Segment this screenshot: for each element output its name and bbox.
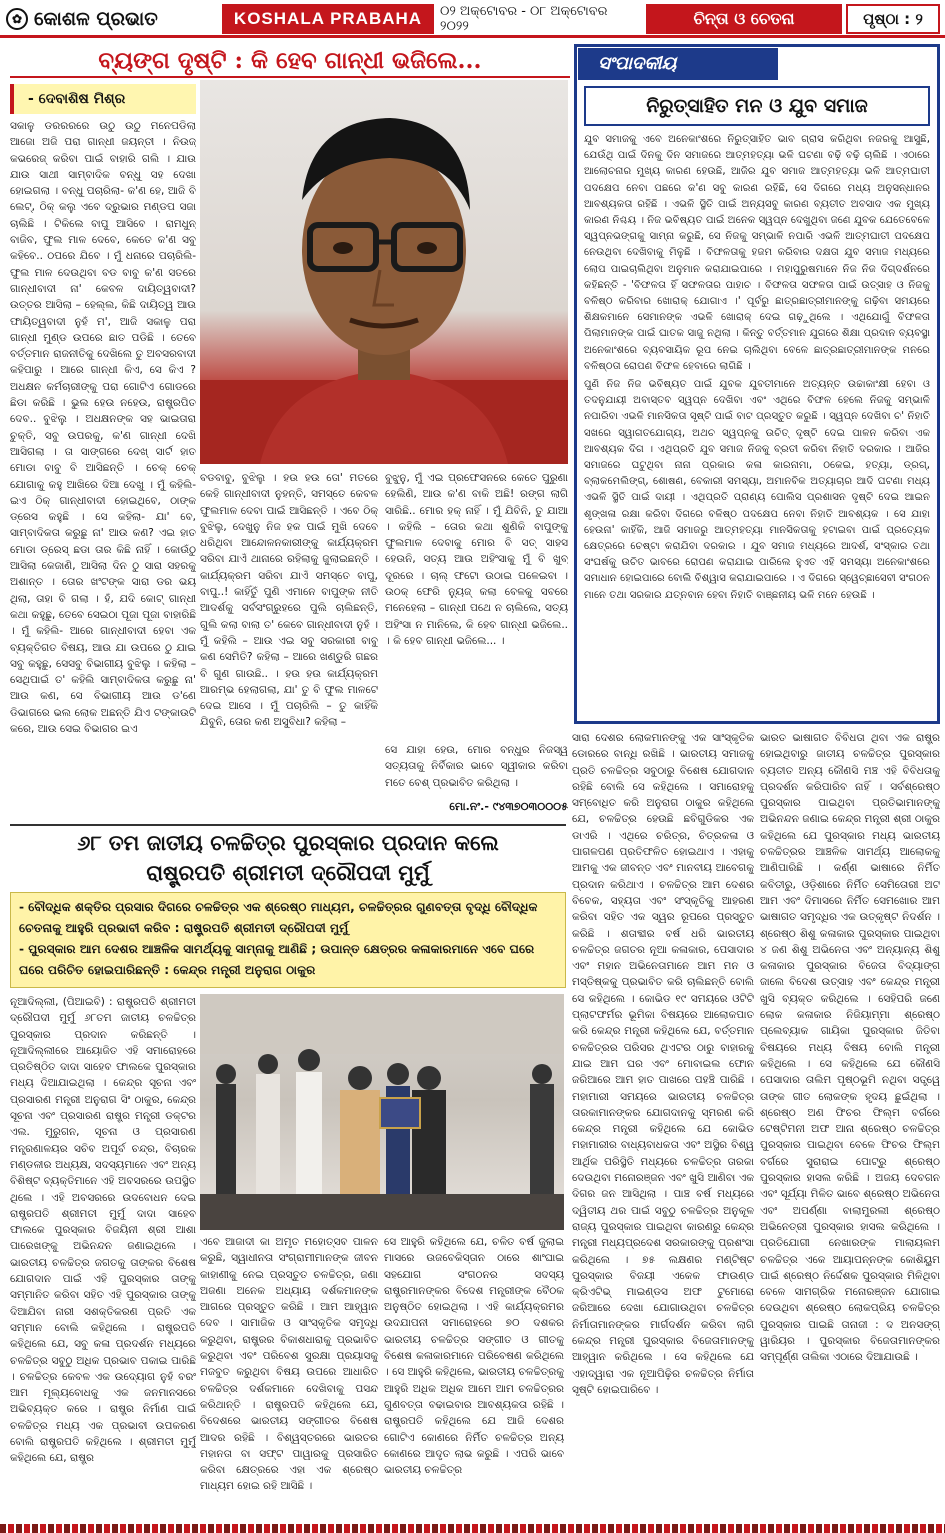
awards-ceremony-photo <box>200 994 564 1230</box>
highlight-item: - ବୌଦ୍ଧିକ ଶକ୍ତିର ପ୍ରସାର ଦିଗରେ ଚଳଚ୍ଚିତ୍ର ଏକ ଶ୍ରେଷ୍ଠ ମାଧ୍ୟମ, ଚଳଚ୍ଚିତ୍ରର ଗୁଣବତ୍ତା ବୃଦ୍ଧି ବୌଦ୍ଧିକ ଚେତନାକୁ ଆହୁରି ପ୍ରଭାବୀ କରିବ : ରାଷ୍ଟ୍ରପତି ଶ୍ରୀମତୀ ଦ୍ରୌପଦୀ ମୁର୍ମୁ <box>19 900 538 935</box>
awards-column-d <box>572 730 754 1522</box>
section-name: ଚିନ୍ତା ଓ ଚେତନା <box>646 4 842 34</box>
satire-paragraph: ସକାଳୁ ଡରରରରେ ଉଠୁ ଉଠୁ ମନେପଡିଲା ଆଜୋ ଅଜି ପରା ଗାନ୍ଧୀ ଜୟନ୍ତୀ । ନିଉଜ୍ କଭରେଜ୍ କରିବା ପାଇଁ ବାହାରି ଗଲି । ଯାଉ ଯାଉ ସାଥୀ ସାମ୍ବାଦିକ ବନ୍ଧୁ ସହ ଦେଖା ହୋଇଗଲା । ବନ୍ଧୁ ପଚାରିଲା- କ'ଣ ହେ, ଆଜି ବି ଲେଟ୍, ଠିକ୍ କଲୁ ଏବେ ଦ୍ରୁଭାର ମଣ୍ଡପ ସଜା ଚାଲିଛି । ଟିକିଲେ ବାପୁ ଆସିବେ । ରାମଧୁନ୍ ବାଜିବ, ଫୁଲ ମାଳ ଦେବେ, କେତେ କ'ଣ ସବୁ କହିବେ.. ଠପରେ ଯିବେ । ମୁଁ ଧନାରେ ପଚାରିଲି- ଫୁଲ ମାଳ ଦେଉଥିବା ବଡ ବାବୁ କ'ଣ ସତରେ ଗାନ୍ଧୀବାଦୀ ନା' କେବଳ ଦାୟିତ୍ୱବାଦୀ? ଉତ୍ତର ଆସିଲା – ହେଲ୍ଲ, କିଛି ଦାୟିତ୍ୱ ଆଉ ଫାୟିତ୍ୱବାଦୀ ନୁହଁ ମ', ଆଜି ସକାଳୁ ପରା ଗାନ୍ଧୀ ମୁଣ୍ଡ ଉପରେ ଛାତ ପଡିଛି । ତେବେ ବର୍ତ୍ତମାନ ରାଜନୀତିକୁ ଦେଖିଲେ ତୁ ଅବସରବାଦୀ କହିପାରୁ । ଆରେ ଗାନ୍ଧୀ କିଏ, ସେ କିଏ ? ଅଧକ୍ଷନ କର୍ମଚାରୀଙ୍କୁ ପରା ଗୋଟିଏ ଗୋଡରେ ଛିଡା କରିଛି । ଭୁଲ ହେଉ ନହେଉ, ରାଷ୍ଟ୍ରପିତ ଦେବ.. ବୁଝିଲୁ । ଅଧକ୍ଷନଙ୍କ ସହ ଭାଇତାରା ଚୁକ୍ତି, ସବୁ ଉପରକୁ, କ'ଣ ଗାନ୍ଧୀ ଦେଖି ଆସିଗଲା । ତା ସାଙ୍ଗରେ ଦେଖ୍ ସାର୍ଟ ହାତ ମୋଡା ବାବୁ ବି ଆସିଛନ୍ତି । ଚେକ୍ ଚେକ୍ ଯୋଗାକୁ କହୁ ଆଖିରେ ଦିଆ ଦେଖୁ । ମୁଁ କହିଲି- ଇଏ ଠିକ୍ ଗାନ୍ଧୀବାଦୀ ହୋଇଥିବେ, ଠାଙ୍କ ଡ୍ରେସ କହୁଛି । ସେ କହିଲା- ଯା' ବେ, ସାମ୍ବାଦିକତା କରୁଛୁ ନା' ଆଉ କଣ? ଏଇ ହାତ ମୋଡା ଡ୍ରେସ୍ ଛଡା ତାର କିଛି ନାହିଁ । କୋଉଁଠୁ ଆସିଲା କେଜାଣି, ଆସିଲା ଦିନ ଠୁ ସାରା ସହରକୁ ଅଶାନ୍ତ । ତୋର ଖଂଟଙ୍କ ସାରା ଡର ଭୟ ଥିଲା, ତାହା ବି ଗଲା । ହଁ, ଯଦି କୋଟ୍ ଗାନ୍ଧୀ କଥା କହୁଛୁ, ତେବେ ସେଇଠା ପୂଜା ପୂଜା ବାହାରିଛି । ମୁଁ କହିଲି- ଆରେ ଗାନ୍ଧୀବାଦୀ ହେବା ଏକ ବ୍ୟକ୍ତିଗତ ବିଷୟ, ଆଉ ଯା ଉପରେ ଠୁ ଯାଇ ସବୁ କହୁଛୁ, ସେସବୁ ବିଭାଗୀୟ ବୁଝିଲୁ । କହିଲା – ସେଥିପାଇଁ ତ' କହିଲି ସାମ୍ବାଦିକତା କରୁଛୁ ନା' ଆଉ କଣ, ସେ ବିଭାଗୀୟ ଆଉ ଡ'ଣେ ଡିଭାଗରେ ଭଲ ଲୋକ ଅଛନ୍ତି ଯିଏ ଟଙ୍କାଉଟି କରେ, ଆଉ ସେଇ ବିଭାଗର ଇଏ <box>10 120 196 735</box>
awards-column-e <box>760 730 940 1522</box>
awards-highlights-box <box>10 892 566 988</box>
satire-author: - ଦେବାଶିଷ ମିଶ୍ର <box>10 84 196 114</box>
ceremony-illustration <box>200 994 564 1230</box>
awards-paragraph: ଭାରତ ଭାଷାଗତ ବିବିଧତା ଥିବା ଏକ ରାଷ୍ଟ୍ର ହୋଇଥିବାରୁ ଜାତୀୟ ଚଳଚ୍ଚିତ୍ର ପୁରସ୍କାର ବ୍ୟତୀତ ଅନ୍ୟ କୌଣସି ମଞ୍ଚ ଏହି ବିବିଧତାକୁ ପ୍ରଦର୍ଶନ କରିପାରିବ ନାହିଁ । ସର୍ବଶ୍ରେଷ୍ଠ ପୁରସ୍କାର ପାଇଥିବା ପ୍ରତିଭାମାନଙ୍କୁ ଅଭିନନ୍ଦନ ଜଣାଇ କେନ୍ଦ୍ର ମନ୍ତ୍ରୀ ଶ୍ରୀ ଠାକୁର କହିଥିଲେ ଯେ ପୁରସ୍କାର ମଧ୍ୟ ଭାରତୀୟ ଚଳଚ୍ଚିତ୍ରର ଆଞ୍ଚଳିକ ସାମର୍ଥ୍ୟ ଆଲୋକକୁ ଆଣିପାରିଛି । କର୍ଣ୍ଣ ଭାଷାରେ ନିର୍ମିତ କବିତୀରୁ, ଓଡ଼ିଶାରେ ନିର୍ମିତ ସେମିତୋରୀ ଅଟ ଆମ ଏବଂ ଦିମାସରେ ନିର୍ମିତ ସେମଖୋର ଆମ ଭାଷାଗତ ସମୃଦ୍ଧିର ଏକ ଉତ୍କୃଷ୍ଟ ନିଦର୍ଶନ । ଶ୍ରେଷ୍ଠ ଶିଶୁ କଳାକାର ପୁରସ୍କାର ପାଇଥିବା ୪ ଜଣ ଶିଶୁ ଅଭିନେତା ଏବଂ ଅନ୍ୟାନ୍ୟ ଶିଶୁ କଳାକାର ପୁରସ୍କାର ବିଜେତା ବିଦ୍ୟାଙ୍ଗ ଜାଲେ ବିଦେଶ ଉତ୍ସାହ ଏବଂ କେନ୍ଦ୍ର ମନ୍ତ୍ରୀ ଖୁସି ବ୍ୟକ୍ତ କରିଥିଲେ । ସେହିପରି ଜଣେ ଲୋକ କଳାକାର ନିଜିୟାମ୍ମା ଶ୍ରେଷ୍ଠ ପ୍ଲେବ୍ୟାକ ଗାୟିକା ପୁରସ୍କାର ଜିତିବା ବିଷୟରେ ମଧ୍ୟ ବିଷୟ ବୋଲି ମନ୍ତ୍ରୀ କହିଥିଲେ । ସେ କହିଥିଲେ ଯେ କୌଣସି ପେସାଦାର ତାଲିମ ପୃଷ୍ଠଭୂମି ନଥିବା ସତ୍ତ୍ୱେ ତାଙ୍କ ଗୀତ ଲୋକଙ୍କ ହୃଦୟ ଛୁଇଁଥିଲା । ଶ୍ରେଷ୍ଠ ଅଣ ଫିଚର ଫିଲ୍ମ ବର୍ଗରେ ଟେଷ୍ଟିମନୀ ଅଫ ଆନା ଶ୍ରେଷ୍ଠ ଚଳଚ୍ଚିତ୍ର ପୁରସ୍କାର ପାଇଥିବା ବେଳେ ଫିଚର ଫିଲ୍ମ ବର୍ଗରେ ସୁରାରାଇ ପୋଟ୍ରୁ ଶ୍ରେଷ୍ଠ ପୁରସ୍କାର ହାସଲ କରିଛି । ଅଜୟ ଦେବଗନ ଏବଂ ସୂର୍ଯ୍ୟା ମିଳିତ ଭାବେ ଶ୍ରେଷ୍ଠ ଅଭିନେତା ଏବଂ ଅପର୍ଣ୍ଣା ବାଲାମୁରଲୀ ଶ୍ରେଷ୍ଠ ଅଭିନେତ୍ରୀ ପୁରସ୍କାର ହାସଲ କରିଥିଲେ । ପ୍ରତିଯୋଗୀ ନେଖାରଙ୍କ ମାଲାୟଲମ ଚଳଚ୍ଚିତ୍ର ଏକେ ଆୟାପନ୍ନଙ୍କ କୋଶିୟୁମ ପାଇଁ ଶ୍ରେଷ୍ଠ ନିର୍ଦ୍ଦେଶକ ପୁରସ୍କାର ମିଳିଥିବା ବେଳେ ସାମଗ୍ରିକ ମନୋରଞ୍ଜନ ଯୋଗାଇ ଦେଉଥିବା ଶ୍ରେଷ୍ଠ ଲୋକପ୍ରିୟ ଚଳଚ୍ଚିତ୍ର ପୁରସ୍କାର ପାଇଛି ତାନାଜୀ : ଦ ଅନସଙ୍ଗ୍ ୱାରିୟର । ପୁରସ୍କାର ବିଜେତାମାନଙ୍କର ସମ୍ପୂର୍ଣ୍ଣ ତାଲିକା ଏଠାରେ ଦିଆଯାଉଛି । <box>760 732 940 1364</box>
satire-column-2 <box>200 470 378 820</box>
editorial-title: ନିରୁତ୍ସାହିତ ମନ ଓ ଯୁବ ସମାଜ <box>584 86 930 126</box>
footer-border <box>0 1524 945 1533</box>
awards-column-c <box>384 1234 564 1522</box>
masthead <box>0 0 945 38</box>
satire-headline: ବ୍ୟଙ୍ଗ ଦୃଷ୍ଟି : କି ହେବ ଗାନ୍ଧୀ ଭଜିଲେ... <box>10 44 570 78</box>
awards-paragraph: ସେ ଆହୁରି କହିଥିଲେ ଯେ, ଚଳିତ ବର୍ଷ ଜୁଲାଇ ମାସରେ ଉଜବେକିସ୍ତାନ ଠାରେ ଶାଂଘାଇ ସହଯୋଗ ସଂଗଠନର ସଦସ୍ୟ ରାଷ୍ଟ୍ରମାନଙ୍କର ବିଦେଶ ମନ୍ତ୍ରୀଙ୍କ ବୈଠକ ଅନୁଷ୍ଠିତ ହୋଇଥିଲା । ଏହି କାର୍ଯ୍ୟକ୍ରମର ଉଦଯାପନୀ ସମାରୋହରେ ୭୦ ଦଶକର ଭାରତୀୟ ଚଳଚ୍ଚିତ୍ର ସଙ୍ଗୀତ ଓ ଗୀତକୁ ବିଶେଷ କଳାକାରମାନେ ପରିବେଷଣ କରିଥିଲେ । ସେ ଆହୁରି କହିଥିଲେ, ଭାରତୀୟ ଚଳଚ୍ଚିତ୍ରକୁ ଆହୁରି ଅଧିକ ଅଧିକ ଆମେ ଆମ ଚଳଚ୍ଚିତ୍ରର ଗୁଣବତ୍ତା ବଢାଇବାର ଆବଶ୍ୟକତା ରହିଛି । ରାଷ୍ଟ୍ରପତି କହିଥିଲେ ଯେ ଆଜି ଦେଶର ଗୋଟିଏ କୋଣରେ ନିର୍ମିତ ଚଳଚ୍ଚିତ୍ର ଅନ୍ୟ କୋଣରେ ଆଦୃତ ଲାଭ କରୁଛି । ଏପରି ଭାବେ ଭାରତୀୟ ଚଳଚ୍ଚିତ୍ର <box>384 1236 564 1477</box>
logo-text: କୋଶଳ ପ୍ରଭାତ <box>34 8 158 30</box>
author-photo <box>200 80 568 464</box>
page-number: ପୃଷ୍ଠା : ୨ <box>846 4 940 34</box>
awards-headline-line2: ରାଷ୍ଟ୍ରପତି ଶ୍ରୀମତୀ ଦ୍ରୌପଦୀ ମୁର୍ମୁ <box>146 860 430 885</box>
satire-column-3 <box>385 470 568 740</box>
awards-column-a <box>10 994 196 1522</box>
logo-emblem-icon: ✿ <box>6 8 28 30</box>
editorial-body <box>584 132 930 718</box>
brand-name: KOSHALA PRABAHA <box>222 4 434 34</box>
awards-column-b <box>200 1234 378 1522</box>
editorial-tag: ସଂପାଦକୀୟ <box>578 48 778 80</box>
portrait-illustration <box>200 80 568 464</box>
satire-closing-text: ସେ ଯାହା ହେଉ, ମୋର ବନ୍ଧୁର ନିଜସ୍ୱ ସତ୍ୟତାକୁ ନିର୍ବିକାର ଭାବେ ସ୍ୱୀକାର କରିବା ମତେ ବେଶ୍ ପ୍ରଭାବିତ କରିଥିଲା । <box>385 744 568 789</box>
editorial-paragraph: ଯୁବ ସମାଜକୁ ଏବେ ଅନେକାଂଶରେ ନିରୁତ୍ସାହିତ ଭାବ ଗ୍ରାସ କରିଥିବା ନଜରକୁ ଆସୁଛି, ଯେଉଁଥି ପାଇଁ ଦିନକୁ ଦିନ ସମାଜରେ ଆତ୍ମହତ୍ୟା ଭଳି ଘଟଣା ବଢ଼ି ବଢ଼ି ଚାଲିଛି । ଏଠାରେ ଆଲୋଚନାର ମୁଖ୍ୟ କାରଣ ହେଉଛି, ଆଜିର ଯୁବ ସମାଜ ଆତ୍ମହତ୍ୟା ଭଳି ଆତ୍ମଘାତୀ ପଦକ୍ଷେପ ନେବା ପଛରେ କ'ଣ ସବୁ କାରଣ ରହିଛି, ସେ ଦିଗରେ ମଧ୍ୟ ଅନୁସନ୍ଧାନର ଆବଶ୍ୟକତା ରହିଛି । ଏଭଳି ସ୍ଥିତି ପାଇଁ ଅନ୍ୟସବୁ କାରଣ ବ୍ୟତୀତ ଅବସାଦ ଏକ ମୁଖ୍ୟ କାରଣ ନିଶ୍ଚୟ । ନିଜ ଭବିଷ୍ୟତ ପାଇଁ ଅନେକ ସ୍ୱପ୍ନ ଦେଖୁଥିବା ଜଣେ ଯୁବକ ଯେତେବେଳେ ସ୍ୱପ୍ନଭଙ୍ଗକୁ ସାମ୍ନା କରୁଛି, ସେ ନିଜକୁ ସମ୍ଭାଳି ନପାରି ଏଭଳି ଆତ୍ମଘାତୀ ପଦକ୍ଷେପ ନେଉଥିବା ଦେଖିବାକୁ ମିଳୁଛି । ବିଫଳତାକୁ ହଜମ କରିବାର ଦକ୍ଷତା ଯୁବ ସମାଜ ମଧ୍ୟରେ ଲୋପ ପାଇଚାଲିଥିବା ଅନୁମାନ କରାଯାଇପାରେ । ମହାପୁରୁଷମାନେ ନିଜ ନିଜ ଦିଗ୍‌ଦର୍ଶନରେ କହିଛନ୍ତି - 'ବିଫଳତା ହିଁ ସଫଳତାର ପାହାଚ । ବିଫଳତା ସଫଳତା ପାଇଁ ଉତ୍ସାହ ଓ ନିଜକୁ ବଳିଷ୍ଠ କରିବାର ଖୋରାକ୍ ଯୋଗାଏ ।' ପୂର୍ବରୁ ଛାତ୍ରଛାତ୍ରୀମାନଙ୍କୁ ଗଢ଼ିବା ସମୟରେ ଶିକ୍ଷକମାନେ ସେମାନଙ୍କ ଏଭଳି ଖୋରାକ୍ ଦେଇ ଗଢ଼ୁଥିଲେ । ଏଥିଯୋଗୁଁ ବିଫଳତା ପିଲାମାନଙ୍କ ପାଇଁ ଘାତକ ସାଜୁ ନଥିଲା । କିନ୍ତୁ ବର୍ତ୍ତମାନ ଯୁଗରେ ଶିକ୍ଷା ପ୍ରଦାନ ବ୍ୟବସ୍ଥା ଅନେକାଂଶରେ ବ୍ୟବସାୟିକ ରୂପ ନେଇ ଚାଲିଥିବା ବେଳେ ଛାତ୍ରଛାତ୍ରୀମାନଙ୍କ ମନରେ ବଳିଷ୍ଠତା ରୋପଣ ବିଫଳ ହେବାରେ ଲାଗିଛି । <box>584 134 930 372</box>
satire-closing <box>385 742 568 798</box>
satire-mobile: ମୋ.ନଂ.- ୯୪୩୭୦୩୦୦୦୫ <box>449 800 568 813</box>
satire-paragraph: ବୁଝୁନୁ, ମୁଁ ଏଇ ପ୍ରଫେସନରେ କେତେ ପୁରୁଣା ହେଲିଣି, ଆଉ କ'ଣ ବାକି ଅଛି! ରଙ୍ଗ ଲାଗି ସାରିଛି.. ମୋର ହକ୍ ନାହିଁ । ମୁଁ ଯିବିନି, ତୁ ଯାଆ । କହିଲି – ତୋର କଥା ଶୁଣିକି ବାପୁଙ୍କୁ ଫୁଲମାଳ ଦେବାକୁ ମୋର ବି ସତ୍ ସାହସ ହେଉନି, ସତ୍ୟ ଆଉ ଅହିଂସାକୁ ମୁଁ ବି ଖୁବ୍ ଦୂରରେ । ଚାଲ୍ ଫଟୋ ଉଠାଇ ପଳେଇବା । ଉଠକ୍ ଫେରି ନ୍ୟୁଜ୍ କଲା ବେଳକୁ ସବରେ ମନେହେଲା – ଗାନ୍ଧୀ ପଥେ ନ ଚାଲିଲେ, ସତ୍ୟ ଅହିଂସା ନ ମାନିଲେ, କି ହେବ ଗାନ୍ଧୀ ଭଜିଲେ.. । କି ହେବ ଗାନ୍ଧୀ ଭଜିଲେ... । <box>385 472 568 647</box>
highlight-item: - ପୁରସ୍କାର ଆମ ଦେଶର ଆଞ୍ଚଳିକ ସାମର୍ଥ୍ୟକୁ ସାମ୍ନାକୁ ଆଣିଛି ; ଉପାନ୍ତ କ୍ଷେତ୍ରର କଳାକାରମାନେ ଏବେ ଘରେ ଘରେ ପରିଚିତ ହୋଇପାରିଛନ୍ତି : କେନ୍ଦ୍ର ମନ୍ତ୍ରୀ ଅନୁରାଗ ଠାକୁର <box>19 942 535 977</box>
dateline: ୦୨ ଅକ୍ଟୋବର - ୦୮ ଅକ୍ଟୋବର ୨୦୨୨ <box>440 4 608 34</box>
newspaper-logo <box>6 4 214 34</box>
section-divider <box>10 824 566 826</box>
satire-column-1 <box>10 118 196 820</box>
editorial-paragraph: ପୁଣି ନିଜ ନିଜ ଭବିଷ୍ୟତ ପାଇଁ ଯୁବକ ଯୁବତୀମାନେ ଅତ୍ୟନ୍ତ ଉଚ୍ଚାକାଂକ୍ଷୀ ହେବା ଓ ତଦନୁଯାୟୀ ଅବାସ୍ତବ ସ୍ୱପ୍ନ ଦେଖିବା ଏବଂ ଏଥିରେ ବିଫଳ ହେଲେ ନିଜକୁ ସମ୍ଭାଳି ନପାରିବା ଏଭଳି ମାନସିକତା ସୃଷ୍ଟି ପାଇଁ ବାଟ ପ୍ରସ୍ତୁତ କରୁଛି । ସ୍ୱପ୍ନ ଦେଖିବା ଚ' ନିହାତି ସଖରେ ସ୍ୱାଗତଯୋଗ୍ୟ, ଅଥଚ ସ୍ୱପ୍ନକୁ ଉଚିତ୍ ଦୃଷ୍ଟି ଦେଇ ପାଳନ କରିବା ଏକ ଆବଶ୍ୟକ ଦିଗ । ଏଥିପ୍ରତି ଯୁବ ସମାଜ ନିଜକୁ ବ୍ରତୀ କରିବା ନିହାତି ଦରକାର । ଆଜିର ସମାଜରେ ଘଟୁଥିବା ନାନା ପ୍ରକାର କଳା କାରନାମା, ଠକେଇ, ହତ୍ୟା, ଡ୍ରଗ୍, ବ୍ଲାକମେଲିଙ୍ଗ୍, ଶୋଷଣ, ବେକାରୀ ସମସ୍ୟା, ଅମାନବିକ ଅତ୍ୟାଚାର ଆଦି ଘଟଣା ମଧ୍ୟ ଏଭଳି ସ୍ଥିତି ପାଇଁ ଦାୟୀ । ଏଥିପ୍ରତି ପ୍ରାଣ୍ୟ ପୋଲିସ ପ୍ରଶାସନ ଦୃଷ୍ଟି ଦେଇ ଆଇନ ଶୃଙ୍ଖଳା ରକ୍ଷା କରିବା ଦିଗରେ ବଳିଷ୍ଠ ପଦକ୍ଷେପ ନେବା ନିହାତି ଆବଶ୍ୟକ । ସେ ଯାହା ହେଉନା' କାହିଁକି, ଆଜି ସମାଜରୁ ଆତ୍ମହତ୍ୟା ମାନସିକତାକୁ ହଟାଇବା ପାଇଁ ପ୍ରତ୍ୟେକ କ୍ଷେତ୍ରରେ ଚେଷ୍ଟା କରାଯିବା ଦରକାର । ଯୁବ ସମାଜ ମଧ୍ୟରେ ଆଦର୍ଶ, ସଂସ୍କାର ତଥା ସଂଘର୍ଷକୁ ଉଚିତ ଭାବରେ ରୋପଣ କରାଯାଇ ପାରିଲେ ହୁଏତ ଏହି ସମସ୍ୟା ଅନେକାଂଶରେ ସମାଧାନ ହୋଇପାରେ ବୋଲି ବିଶ୍ୱାସ କରାଯାଇପାରେ । ଏ ଦିଗରେ ସ୍ୱେଚ୍ଛାସେବୀ ସଂଗଠନ ମାନେ ତଥା ସରକାର ଯତ୍ନବାନ ହେବା ନିହାତି ବାଞ୍ଛନୀୟ ଭଳି ମନେ ହେଉଛି । <box>584 379 930 601</box>
awards-paragraph: ସାରା ଦେଶର ଲୋକମାନଙ୍କୁ ଏକ ସାଂସ୍କୃତିକ ଡୋରରେ ବାନ୍ଧି ରଖିଛି । ଭାରତୀୟ ସମାଜକୁ ପ୍ରତି ଚଳଚ୍ଚିତ୍ର ସବୁଠାରୁ ବିଶେଷ ଯୋଗଦାନ ରହିଛି ବୋଲି ସେ କହିଥିଲେ । ସମାରୋହକୁ ସମ୍ବୋଧିତ କରି ଅନୁରାଗ ଠାକୁର କହିଥିଲେ ଯେ, ଚଳଚ୍ଚିତ୍ର ହେଉଛି ଛବିଗୁଡିକର ଏକ ଡାଏରି । ଏଥିରେ ଚରିତ୍ର, ଚିତ୍ରକଳା ଓ ପାଗଳପଣ ପ୍ରତିଫଳିତ ହୋଇଥାଏ । ଏହାକୁ ଆମକୁ ଏକ ଜୀବନ୍ତ ଏବଂ ମାନବୀୟ ଆବେଗକୁ ପ୍ରଦାନ କରିଥାଏ । ଚଳଚ୍ଚିତ୍ର ଆମ ଦେଶର ବିବେକ, ସହ୍ୟତା ଏବଂ ସଂସ୍କୃତିକୁ ଆହରଣ କରିବା ସହିତ ଏକ ସ୍ୱର ରୂପରେ ପ୍ରସ୍ତୁତ କରିଛି । ଶତାବ୍ଦୀର ବର୍ଷ ଧରି ଭାରତୀୟ ଚଳଚ୍ଚିତ୍ର ଜଗତର ନୂଆ କଳାକାର, ପେସାଦାର ଏବଂ ମହାନ ଅଭିନେତାମାନେ ଆମ ମନ ଓ ମସ୍ତିଷ୍କକୁ ପ୍ରଭାବିତ କରି ଚାଲିଛନ୍ତି ବୋଲି ସେ କହିଥିଲେ । କୋଭିଡ ୧୯ ସମୟରେ ଓଟିଟି ପ୍ଲାଟଫର୍ମର ଭୂମିକା ବିଷୟରେ ଆଲୋକପାତ କରି କେନ୍ଦ୍ର ମନ୍ତ୍ରୀ କହିଥିଲେ ଯେ, ବର୍ତ୍ତମାନ ଚଳଚ୍ଚିତ୍ରର ପରିସର ଥିଏଟର ଠାରୁ ବାହାରକୁ ଯାଇ ଆମ ଘର ଏବଂ ମୋବାଇଲ ଫୋନ ଜରିଆରେ ଆମ ହାତ ପାଖରେ ପହଞ୍ଚି ପାରିଛି । ମହାମାରୀ ସମୟରେ ଭାରତୀୟ ଚଳଚ୍ଚିତ୍ର ତାରକାମାନଙ୍କର ଯୋଗଦାନକୁ ସ୍ମରଣ କରି କେନ୍ଦ୍ର ମନ୍ତ୍ରୀ କହିଥିଲେ ଯେ କୋଭିଡ ମହାମାରୀର ବାଧ୍ୟବାଧକତା ଏବଂ ଅସ୍ଥିର ବିଶ୍ୱ ଆର୍ଥିକ ପରିସ୍ଥିତି ମଧ୍ୟରେ ଚଳଚ୍ଚିତ୍ର ତାରକା ଦେଉଥିବା ମନୋରଞ୍ଜନ ଏବଂ ଖୁସି ଆଣିବା ଏକ ଦିଗର ଜନ ଆସିଥିଲା । ପାଞ୍ଚ ବର୍ଷ ମଧ୍ୟରେ ଦ୍ୱିତୀୟ ଥର ପାଇଁ ସବୁଠୁ ଚଳଚ୍ଚିତ୍ର ଅନୁକୂଳ ରାଜ୍ୟ ପୁରସ୍କାର ପାଇଥିବା କାରଣରୁ କେନ୍ଦ୍ର ମନ୍ତ୍ରୀ ମଧ୍ୟପ୍ରଦେଶ ସରକାରଙ୍କୁ ପ୍ରଶଂସା କରିଥିଲେ । ୭୫ ଲକ୍ଷଣର ମଣ୍ଟିଷ୍ଟ ପୁରସ୍କାର ବିଜୟୀ ଏକେକ ଫାଉଣ୍ଡ କ୍ରିଏଟିଭ୍ ମାଇଣ୍ଡସ ଅଫ ଟୁମୋରୋ ଜରିଆରେ ଦେଖା ଯୋଗାଉଥିବା ଚଳଚ୍ଚିତ୍ର ନିର୍ମାତାମାନଙ୍କର ମାର୍ଗଦର୍ଶନ କରିବା ଲାଗି କେନ୍ଦ୍ର ମନ୍ତ୍ରୀ ପୁରସ୍କାର ବିଜେତାମାନଙ୍କୁ ଆହ୍ୱାନ କରିଥିଲେ । ସେ କହିଥିଲେ ଯେ ଏହାଦ୍ୱାରା ଏକ ନୂଆପିଢ଼ିର ଚଳଚ୍ଚିତ୍ର ନିର୍ମାତା ସୃଷ୍ଟି ହୋଇପାରିବେ । <box>572 732 754 1396</box>
satire-paragraph: ବଡବାବୁ, ବୁଝିଲୁ । ହଉ ହଉ ତୋ' ମତରେ କେହି ଗାନ୍ଧୀବାଦୀ ନୁହନ୍ତି, ସମସ୍ତେ କେବଳ ଫୁଲମାଳ ଦେବା ପାଇଁ ଆସିଛନ୍ତି । ଏବେ ଠିକ୍ ବୁଝିଲୁ, ଦେଖୁନୁ ନିଜ ହକ ପାଇଁ ମୁଖି ଦେବେ ଧରିଥିବା ଆନ୍ଦୋଳନକାରୀଙ୍କୁ କାର୍ଯ୍ୟକ୍ରମ ସରିବା ଯାଏଁ ଥାନାରେ ରହିଲାକୁ ଜୁଲାଇଛନ୍ତି । କାର୍ଯ୍ୟକ୍ରମ ସରିବା ଯାଏଁ ସମସ୍ତେ ବାପୁ, ବାପୁ..! କାହିଁତୁଁ ପୁଣି ଏମାନେ ବାପୁଙ୍କ ନୀତି ଆଦର୍ଶକୁ ସର୍ବସଂଗ୍ରୁହରେ ପୁଲି ଚାଲିଛନ୍ତି, ଗୁଲି କଲା ବାଲା ତ' କେବେ ଗାନ୍ଧୀବାଦୀ ନୁହଁ । ମୁଁ କହିଲି – ଆଉ ଏଇ ସବୁ ସରକାରୀ ବାବୁ କଣ ସେମିତି? କହିଲା – ଆରେ ଖଣ୍ଡୁରି ଗଛର ବି ଗୁଣ ଗାଉଛି.. । ହଉ ହଉ କାର୍ଯ୍ୟକ୍ରମ ଆରମ୍ଭ ହେଲାଗଲା, ଯା' ତୁ ବି ଫୁଲ ମାଳଟେ ଦେଇ ଆସେ । ମୁଁ ପଚାରିଲି – ତୁ କାହିଁକି ଯିବୁନି, ତୋର କଣ ଅସୁବିଧା? କହିଲା – <box>200 472 378 729</box>
awards-headline-line1: ୬୮ ତମ ଜାତୀୟ ଚଳଚ୍ଚିତ୍ର ପୁରସ୍କାର ପ୍ରଦାନ କଲେ <box>77 830 499 855</box>
awards-paragraph: ନୂଆଦିଲ୍ଲୀ, (ପିଆଇବି) : ରାଷ୍ଟ୍ରପତି ଶ୍ରୀମତୀ ଦ୍ରୌପଦୀ ମୁର୍ମୁ ୬୮ତମ ଜାତୀୟ ଚଳଚ୍ଚିତ୍ର ପୁରସ୍କାର ପ୍ରଦାନ କରିଛନ୍ତି । ନୂଆଦିଲ୍ଲୀରେ ଆୟୋଜିତ ଏହି ସମାରୋହରେ ପ୍ରତିଷ୍ଠିତ ଦାଦା ସାହେବ ଫାଲକେ ପୁରସ୍କାର ମଧ୍ୟ ଦିଆଯାଇଥିଲା । କେନ୍ଦ୍ର ସୂଚନା ଏବଂ ପ୍ରସାରଣ ମନ୍ତ୍ରୀ ଅନୁରାଗ ସିଂ ଠାକୁର, କେନ୍ଦ୍ର ସୂଚନା ଏବଂ ପ୍ରସାରଣ ରାଷ୍ଟ୍ର ମନ୍ତ୍ରୀ ଡକ୍ଟର ଏଲ. ମୁରୁଗନ, ସୂଚନା ଓ ପ୍ରସାରଣ ମନ୍ତ୍ରଣାଳୟର ସଚିବ ଅପୂର୍ବ ଚନ୍ଦ୍ର, ବିଚାରକ ମଣ୍ଡଳୀର ଅଧ୍ୟକ୍ଷ, ସଦସ୍ୟମାନେ ଏବଂ ଅନ୍ୟ ବିଶିଷ୍ଟ ବ୍ୟକ୍ତିମାନେ ଏହି ଅବସରରେ ଉପସ୍ଥିତ ଥିଲେ । ଏହି ଅବସରରେ ଉଦବୋଧନ ଦେଇ ରାଷ୍ଟ୍ରପତି ଶ୍ରୀମତୀ ମୁର୍ମୁ ଦାଦା ସାହେବ ଫାଲକେ ପୁରସ୍କାର ବିଜୟିନୀ ଶ୍ରୀ ଆଶା ପାରେଖଙ୍କୁ ଅଭିନନ୍ଦନ ଜଣାଇଥିଲେ । ଭାରତୀୟ ଚଳଚ୍ଚିତ୍ର ଜଗତକୁ ତାଙ୍କର ବିଶେଷ ଯୋଗଦାନ ପାଇଁ ଏହି ପୁରସ୍କାର ତାଙ୍କୁ ସମ୍ମାନିତ କରିବା ସହିତ ଏହି ପୁରସ୍କାର ତାଙ୍କୁ ଦିଆଯିବା ନାରୀ ସଶକ୍ତିକରଣ ପ୍ରତି ଏକ ସମ୍ମାନ ବୋଲି କହିଥିଲେ । ରାଷ୍ଟ୍ରପତି କହିଥିଲେ ଯେ, ସବୁ କଳା ପ୍ରଦର୍ଶନ ମଧ୍ୟରେ ଚଳଚ୍ଚିତ୍ର ସବୁଠୁ ଅଧିକ ପ୍ରଭାବ ପକାଇ ପାରିଛି । ଚଳଚ୍ଚିତ୍ର କେବଳ ଏକ ଉଦ୍ୟୋଗ ନୁହଁ ବରଂ ଆମ ମୂଲ୍ୟବୋଧକୁ ଏକ ଜନମାନସରେ ଅଭିବ୍ୟକ୍ତ କରେ । ରାଷ୍ଟ୍ର ନିର୍ମାଣ ପାଇଁ ଚଳଚ୍ଚିତ୍ର ମଧ୍ୟ ଏକ ପ୍ରଭାବୀ ଉପକରଣ ବୋଲି ରାଷ୍ଟ୍ରପତି କହିଥିଲେ । ଶ୍ରୀମତୀ ମୁର୍ମୁ କହିଥିଲେ ଯେ, ରାଷ୍ଟ୍ର <box>10 996 196 1465</box>
awards-paragraph: ଏବେ ଆଜାଦୀ କା ଅମୃତ ମହୋତ୍ସବ ପାଳନ କରୁଛି, ସ୍ୱାଧୀନତା ସଂଗ୍ରାମୀମାନଙ୍କ ଜୀବନ କାହାଣୀକୁ ନେଇ ପ୍ରସ୍ତୁତ ଚଳଚ୍ଚିତ୍ର, ଜଣା ଅଜଣା ଅନେକ ଅଧ୍ୟାୟ ଦର୍ଶକମାନଙ୍କ ଆଗରେ ପ୍ରସ୍ତୁତ କରିଛି । ଆମ ଆହ୍ୱାନ ଦେବ । ସାମାଜିକ ଓ ସାଂସ୍କୃତିକ ସମୃଦ୍ଧି କରୁଥିବା, ରାଷ୍ଟ୍ରର ବିକାଶଧାରାକୁ ପ୍ରଭାବିତ କରୁଥିବା ଏବଂ ପରିବେଶ ସୁରକ୍ଷା ପ୍ରୟାସକୁ ମଜବୁତ କରୁଥିବା ବିଷୟ ଉପରେ ଆଧାରିତ ଚଳଚ୍ଚିତ୍ର ଦର୍ଶକମାନେ ଦେଖିବାକୁ ପସନ୍ଦ କରିଥାନ୍ତି । ରାଷ୍ଟ୍ରପତି କହିଥିଲେ ଯେ, ବିଦେଶରେ ଭାରତୀୟ ସଙ୍ଗୀତର ବିଶେଷ ଆଦର ରହିଛି । ବିଶ୍ୱସ୍ତରରେ ଭାରତର ମହାନତା ବା ସଫ୍ଟ ପାୱାରକୁ ପ୍ରସାରିତ କରିବା କ୍ଷେତ୍ରରେ ଏହା ଏକ ଶ୍ରେଷ୍ଠ ମାଧ୍ୟମ ହୋଇ ରହି ଆସିଛି । <box>200 1236 378 1493</box>
